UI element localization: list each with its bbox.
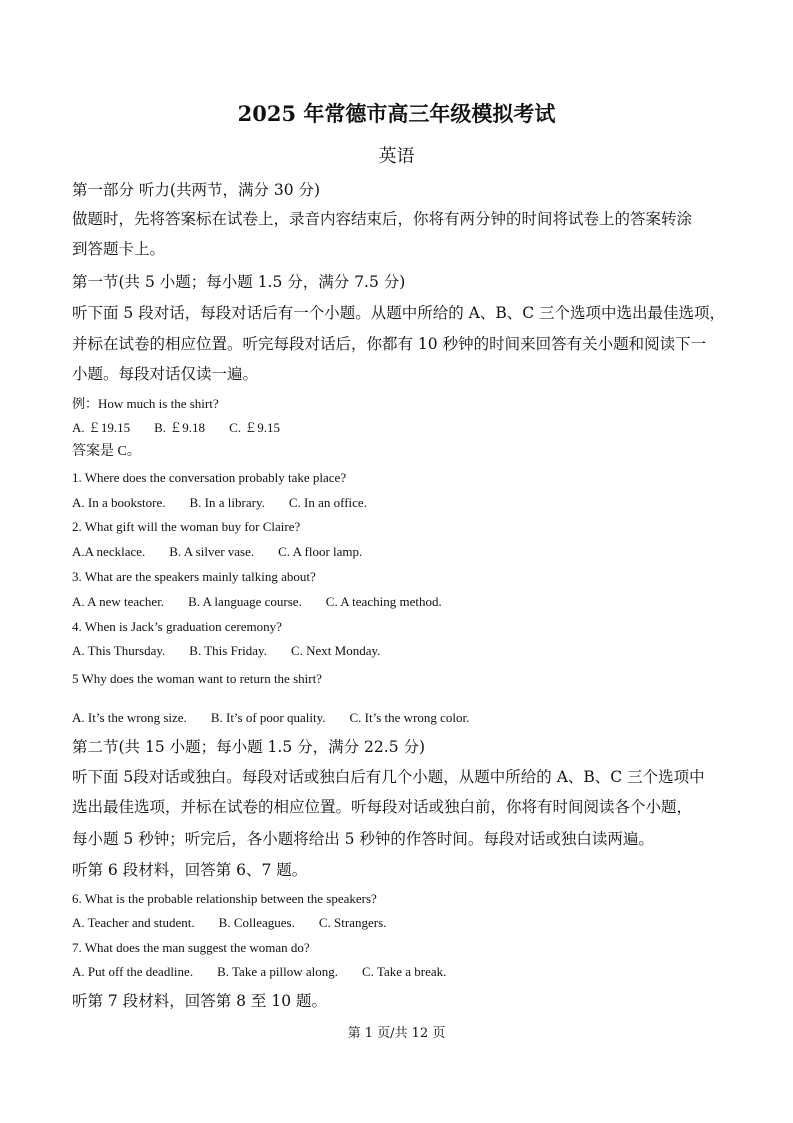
option-b: B. A silver vase. xyxy=(169,544,255,559)
option-b: B. Take a pillow along. xyxy=(217,964,338,979)
option-b: B. It’s of poor quality. xyxy=(210,710,326,725)
question-4-options xyxy=(72,643,404,659)
question-1: 1. Where does the conversation probably take place? xyxy=(72,470,347,485)
option-c: C. It’s the wrong color. xyxy=(349,710,470,725)
part1-intro-line1: 做题时，先将答案标在试卷上，录音内容结束后，你将有两分钟的时间将试卷上的答案转涂 xyxy=(72,210,693,228)
part1-heading: 第一部分 听力(共两节，满分 30 分) xyxy=(72,181,321,199)
question-6: 6. What is the probable relationship between the speakers? xyxy=(72,891,377,906)
option-c: C. A floor lamp. xyxy=(278,544,363,559)
option-a: A.A necklace. xyxy=(72,544,146,559)
option-c: C. In an office. xyxy=(288,495,367,510)
example-question: 例：How much is the shirt? xyxy=(72,396,219,411)
subject-title: 英语 xyxy=(378,146,415,167)
question-7-options xyxy=(72,964,470,980)
question-4: 4. When is Jack’s graduation ceremony? xyxy=(72,619,282,634)
section1-instr-line2: 并标在试卷的相应位置。听完每段对话后，你都有 10 秒钟的时间来回答有关小题和阅读下一 xyxy=(72,335,707,353)
question-3: 3. What are the speakers mainly talking about? xyxy=(72,569,316,584)
option-a: A. This Thursday. xyxy=(72,643,166,658)
option-b: B. Colleagues. xyxy=(218,915,295,930)
option-c: C. Next Monday. xyxy=(290,643,381,658)
option-a: A. Teacher and student. xyxy=(72,915,195,930)
section2-instr-line2: 选出最佳选项，并标在试卷的相应位置。听每段对话或独白前，你将有时间阅读各个小题， xyxy=(72,798,693,816)
question-3-options xyxy=(72,594,466,610)
page-footer: 第 1 页/共 12 页 xyxy=(347,1026,446,1041)
option-a: A. In a bookstore. xyxy=(72,495,166,510)
section1-heading: 第一节(共 5 小题；每小题 1.5 分，满分 7.5 分) xyxy=(72,273,406,291)
option-b: B. ￡9.18 xyxy=(154,420,206,435)
option-b: B. In a library. xyxy=(189,495,265,510)
question-1-options xyxy=(72,495,391,511)
option-b: B. A language course. xyxy=(188,594,302,609)
option-a: A. It’s the wrong size. xyxy=(72,710,187,725)
question-2: 2. What gift will the woman buy for Claire? xyxy=(72,519,301,534)
option-c: C. Strangers. xyxy=(318,915,387,930)
material-6-heading: 听第 6 段材料，回答第 6、7 题。 xyxy=(72,861,308,879)
option-a: A. A new teacher. xyxy=(72,594,165,609)
section1-instr-line1: 听下面 5 段对话，每段对话后有一个小题。从题中所给的 A、B、C 三个选项中选出最佳选项， xyxy=(72,304,726,322)
option-a: A. ￡19.15 xyxy=(72,420,131,435)
question-6-options xyxy=(72,915,410,931)
example-answer: 答案是 C。 xyxy=(72,444,141,459)
section2-instr-line3: 每小题 5 秒钟；听完后，各小题将给出 5 秒钟的作答时间。每段对话或独白读两遍。 xyxy=(72,830,654,848)
section1-instr-line3: 小题。每段对话仅读一遍。 xyxy=(72,365,259,383)
material-7-heading: 听第 7 段材料，回答第 8 至 10 题。 xyxy=(72,992,328,1010)
option-c: C. ￡9.15 xyxy=(229,420,280,435)
question-5: 5 Why does the woman want to return the shirt? xyxy=(72,671,322,686)
question-2-options xyxy=(72,544,386,560)
question-5-options xyxy=(72,710,493,726)
section2-instr-line1: 听下面 5段对话或独白。每段对话或独白后有几个小题，从题中所给的 A、B、C 三个选项中 xyxy=(72,768,705,786)
part1-intro-line2: 到答题卡上。 xyxy=(72,240,166,258)
section2-heading: 第二节(共 15 小题；每小题 1.5 分，满分 22.5 分) xyxy=(72,738,426,756)
exam-title: 2025 年常德市高三年级模拟考试 xyxy=(237,101,556,126)
option-c: C. Take a break. xyxy=(361,964,447,979)
option-a: A. Put off the deadline. xyxy=(72,964,194,979)
question-7: 7. What does the man suggest the woman do? xyxy=(72,940,310,955)
option-b: B. This Friday. xyxy=(189,643,267,658)
option-c: C. A teaching method. xyxy=(325,594,442,609)
example-options xyxy=(72,420,304,436)
